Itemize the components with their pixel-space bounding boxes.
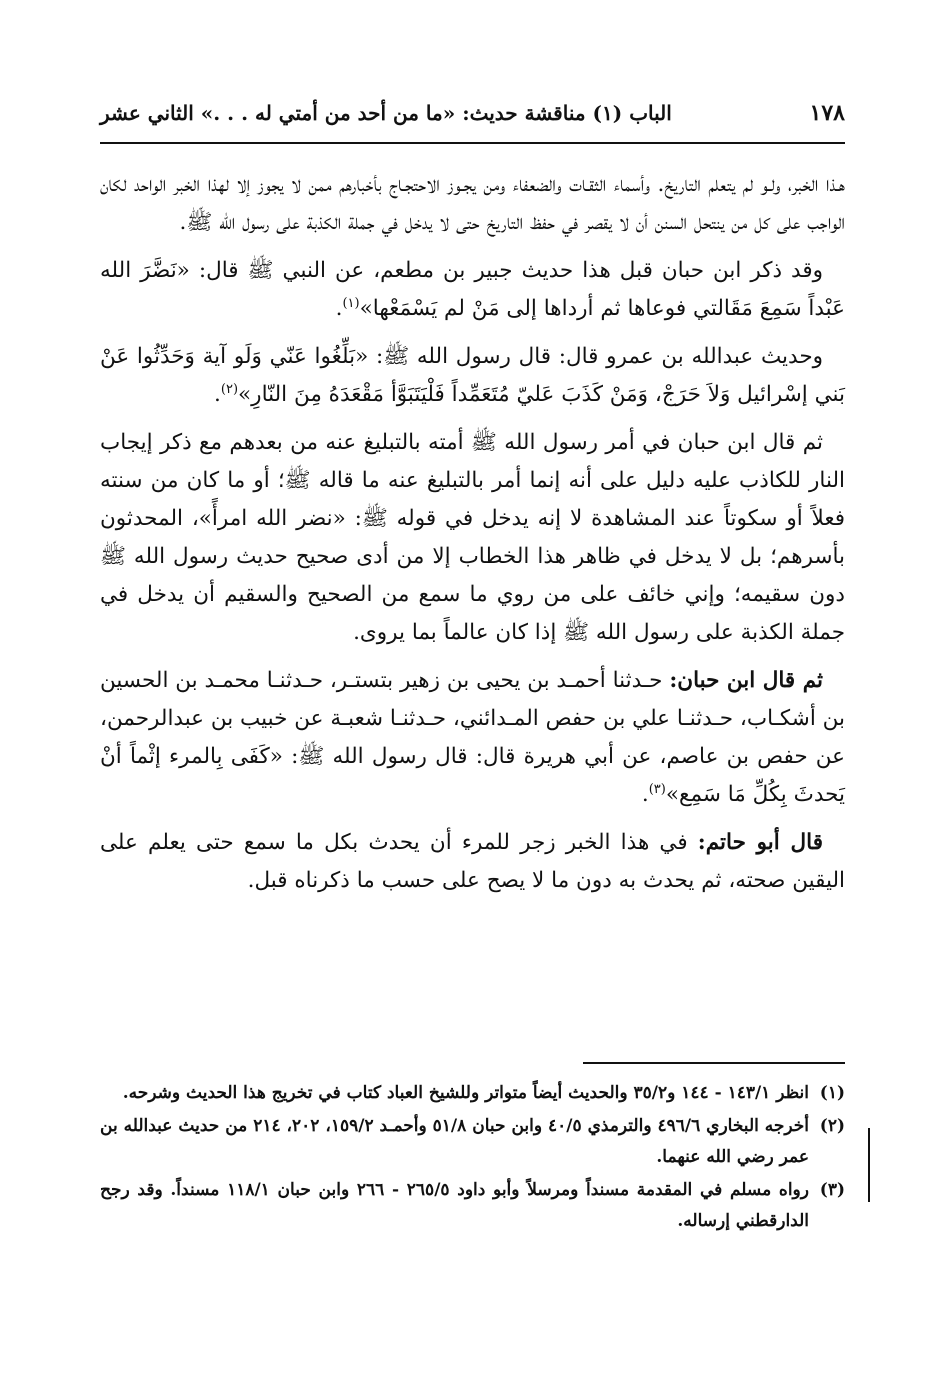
footnote-ref-1: (١) [342, 295, 360, 311]
paragraph-4: ثم قال ابن حبان في أمر رسول الله ﷺ أمته بالتبليغ عنه من بعدهم مع ذكر إيجاب النار للكاذب عليه دليل على أنه إنما أمر بالتبليغ عنه ما قاله ﷺ؛ أو ما كان من سنته فعلاً أو سكوتاً عند المشاهدة لا إنه يدخل في قوله ﷺ: «نضر الله امرأً»، المحدثون بأسرهم؛ بل لا يدخل في ظاهر هذا الخطاب إلا من أدى صحيح حديث رسول الله ﷺ دون سقيمه؛ وإني خائف على من روي ما سمع من الصحيح والسقيم أن يدخل في جملة الكذبة على رسول الله ﷺ إذا كان عالماً بما يروى. [100, 430, 845, 645]
paragraph-2-text: وقد ذكر ابن حبان قبل هذا حديث جبير بن مطعم، عن النبي ﷺ قال: «نَضَّرَ الله عَبْداً سَمِعَ مَقَالتي فوعاها ثم أرداها إلى مَنْ لم يَسْمَعْها» [100, 258, 845, 321]
book-page [100, 100, 845, 1231]
footnote-number: (٣) [819, 1180, 845, 1200]
paragraph-6-lead: قال أبو حاتم: [697, 830, 823, 855]
paragraph-5-text: حـدثنا أحمـد بن يحيى بن زهير بتستـر، حـدثنـا محمـد بن الحسين بن أشكـاب، حـدثنـا علي بن حفص المـدائني، حـدثنـا شعبـة عن خبيب بن عبدالرحمن، عن حفص بن عاصم، عن أبي هريرة قال: قال رسول الله ﷺ: «كَفَى بِالمرء إثْماً أنْ يَحدثَ بِكُلِّ مَا سَمِع» [100, 668, 845, 807]
footnote-ref-2: (٢) [220, 381, 239, 397]
footnote-divider [583, 1062, 845, 1064]
footnote-ref-3: (٣) [648, 781, 666, 797]
margin-mark [868, 1128, 870, 1202]
footnote-2 [100, 1111, 845, 1173]
paragraph-6 [100, 824, 845, 900]
page-number: ١٧٨ [809, 100, 845, 126]
footnote-number: (١) [819, 1083, 845, 1103]
paragraph-5 [100, 662, 845, 814]
paragraph-1: هـذا الخبر، ولـو لم يتعلم التاريخ. وأسماء الثقـات والضعفاء ومن يجـوز الاحتجـاج بأخبارهم ممن لا يجوز إلا لهذا الخبر الواحد لكان الواجب على كل من ينتحل السنن أن لا يقصر في حفظ التاريخ حتى لا يدخل في جملة الكذبة على رسول الله ﷺ. [100, 172, 845, 235]
paragraph-2 [100, 252, 845, 328]
chapter-title: الباب (١) مناقشة حديث: «ما من أحد من أمتي له . . .» الثاني عشر [100, 101, 672, 125]
main-text [100, 166, 845, 900]
paragraph-2-end: . [335, 296, 343, 321]
footnote-number: (٢) [819, 1116, 845, 1136]
paragraph-3-text: وحديث عبدالله بن عمرو قال: قال رسول الله ﷺ: «بَلِّغُوا عَنّي وَلَو آية وَحَدِّثُوا عَنْ بَني إسْرائيل وَلاَ حَرَجْ، وَمَنْ كَذَبَ عَليّ مُتَعَمِّداً فَلْيَتَبَوَّأ مَقْعَدَهُ مِنَ النّارِ» [100, 344, 845, 407]
paragraph-3-end: . [214, 382, 221, 407]
paragraph-5-lead: ثم قال ابن حبان: [669, 668, 824, 693]
footnotes [100, 1078, 845, 1239]
footnote-text: رواه مسلم في المقدمة مسنداً ومرسلاً وأبو داود ٢٦٥/٥ - ٢٦٦ وابن حبان ١١٨/١ مسنداً. وقد رجح الدارقطني إرساله. [100, 1180, 809, 1231]
footnote-1 [100, 1078, 845, 1109]
footnote-text: أخرجه البخاري ٤٩٦/٦ والترمذي ٤٠/٥ وابن حبان ٥١/٨ وأحمـد ١٥٩/٢، ٢٠٢، ٢١٤ من حديث عبدالله بن عمر رضي الله عنهما. [100, 1116, 810, 1167]
paragraph-5-end: . [641, 782, 649, 807]
footnote-text: انظر ١٤٣/١ - ١٤٤ و٣٥/٢ والحديث أيضاً متواتر وللشيخ العباد كتاب في تخريج هذا الحديث وشرحه. [122, 1083, 809, 1103]
paragraph-6-text: في هذا الخبر زجر للمرء أن يحدث بكل ما سمع حتى يعلم على اليقين صحته، ثم يحدث به دون ما لا يصح على حسب ما ذكرناه قبل. [100, 830, 845, 893]
paragraph-3 [100, 338, 845, 414]
running-header [100, 100, 845, 144]
footnote-3 [100, 1175, 845, 1237]
